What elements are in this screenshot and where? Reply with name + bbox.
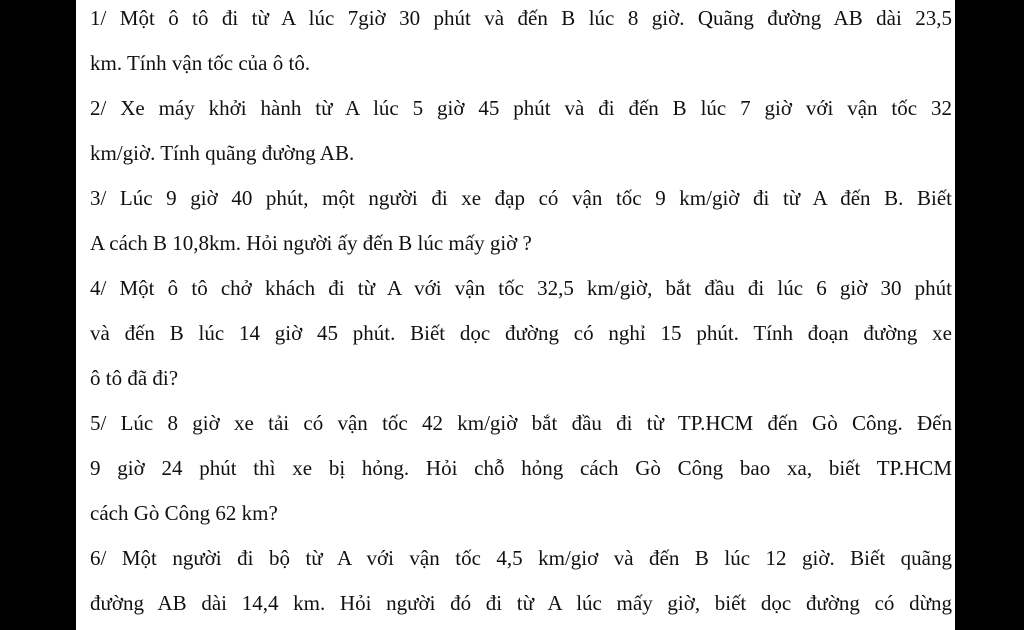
problem-1-line-2: km. Tính vận tốc của ô tô. — [90, 51, 311, 75]
problem-2-line-2: km/giờ. Tính quãng đường AB. — [90, 141, 355, 165]
problem-3-line-1: 3/ Lúc 9 giờ 40 phút, một người đi xe đạp có vận tốc 9 km/giờ đi từ A đến B. Biết — [90, 186, 952, 210]
problem-5-line-1: 5/ Lúc 8 giờ xe tải có vận tốc 42 km/giờ bắt đầu đi từ TP.HCM đến Gò Công. Đến — [90, 411, 952, 435]
problem-1-line-1: 1/ Một ô tô đi từ A lúc 7giờ 30 phút và đến B lúc 8 giờ. Quãng đường AB dài 23,5 — [90, 6, 952, 30]
problem-5-line-3: cách Gò Công 62 km? — [90, 501, 278, 525]
problem-6-line-2: đường AB dài 14,4 km. Hỏi người đó đi từ A lúc mấy giờ, biết dọc đường có dừng — [90, 591, 952, 615]
problem-2-line-1: 2/ Xe máy khởi hành từ A lúc 5 giờ 45 phút và đi đến B lúc 7 giờ với vận tốc 32 — [90, 96, 952, 120]
problem-3-line-2: A cách B 10,8km. Hỏi người ấy đến B lúc mấy giờ ? — [90, 231, 532, 255]
problem-6-line-1: 6/ Một người đi bộ từ A với vận tốc 4,5 km/giơ và đến B lúc 12 giờ. Biết quãng — [90, 546, 952, 570]
problem-4-line-1: 4/ Một ô tô chở khách đi từ A với vận tốc 32,5 km/giờ, bắt đầu đi lúc 6 giờ 30 phút — [90, 276, 952, 300]
problem-4-line-2: và đến B lúc 14 giờ 45 phút. Biết dọc đường có nghỉ 15 phút. Tính đoạn đường xe — [90, 321, 952, 345]
problem-5-line-2: 9 giờ 24 phút thì xe bị hỏng. Hỏi chỗ hỏng cách Gò Công bao xa, biết TP.HCM — [90, 456, 952, 480]
document-page — [76, 0, 955, 630]
problem-4-line-3: ô tô đã đi? — [90, 366, 179, 390]
